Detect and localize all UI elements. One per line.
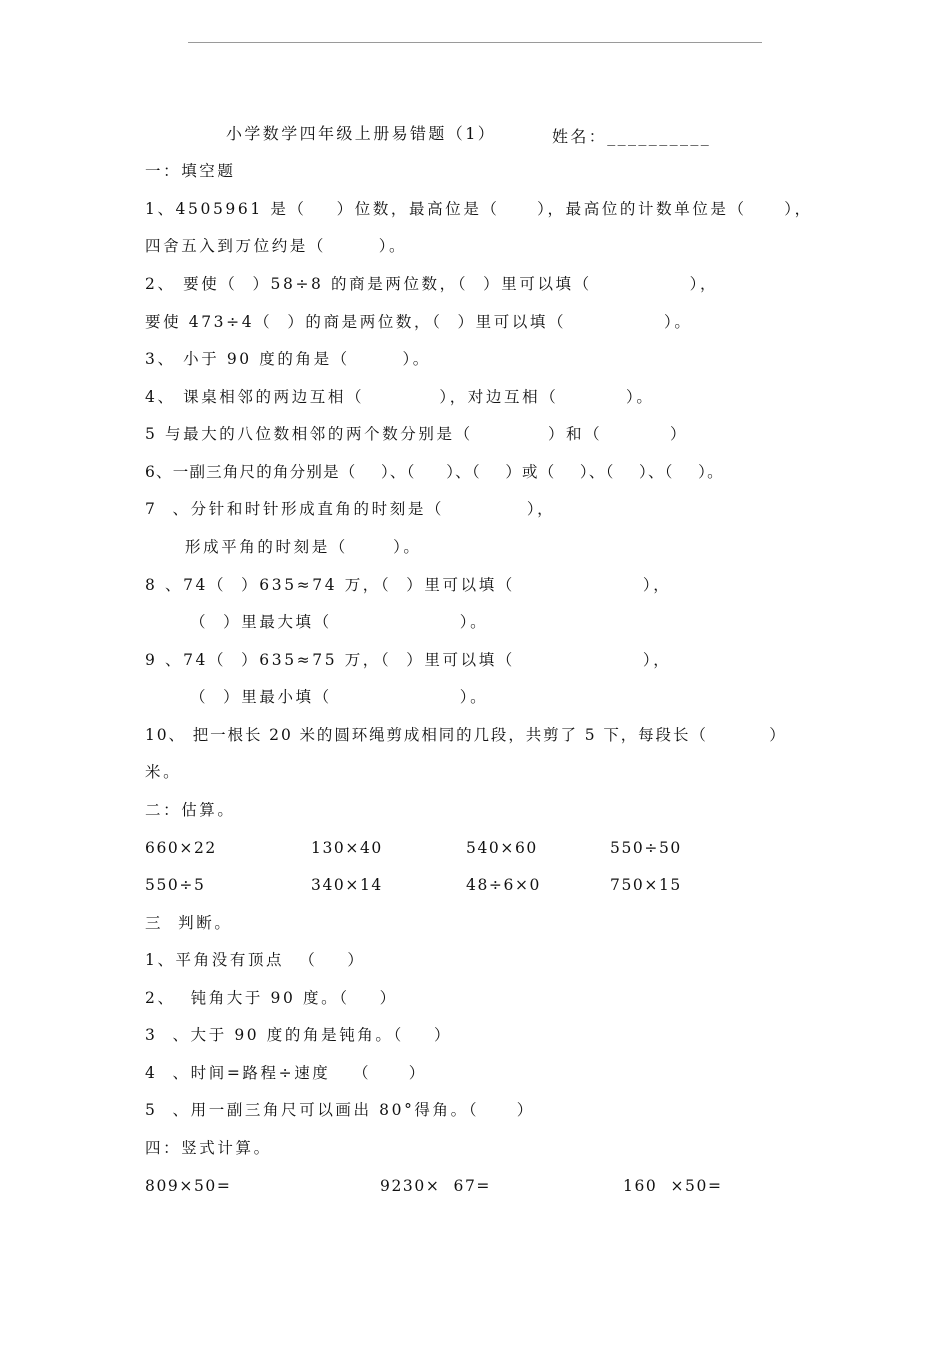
question-10-line-1: 10、 把一根长 20 米的圆环绳剪成相同的几段，共剪了 5 下，每段长（ ） bbox=[145, 726, 787, 744]
vertical-calc-item: 160 ×50= bbox=[623, 1177, 723, 1195]
judgment-1: 1、平角没有顶点 （ ） bbox=[145, 951, 366, 969]
question-3: 3、 小于 90 度的角是（ ）。 bbox=[145, 350, 431, 368]
question-8-line-2: （ ）里最大填（ ）。 bbox=[190, 613, 489, 631]
section-4-title: 四：竖式计算。 bbox=[145, 1139, 272, 1157]
name-field-label: 姓名：__________ bbox=[552, 127, 712, 146]
estimation-item: 660×22 bbox=[145, 839, 217, 857]
question-9-line-2: （ ）里最小填（ ）。 bbox=[190, 688, 489, 706]
estimation-item: 750×15 bbox=[610, 876, 682, 894]
question-1-line-1: 1、4505961 是（ ）位数，最高位是（ ），最高位的计数单位是（ ）， bbox=[145, 200, 813, 218]
question-5: 5 与最大的八位数相邻的两个数分别是（ ）和（ ） bbox=[145, 425, 689, 443]
estimation-item: 540×60 bbox=[466, 839, 538, 857]
estimation-item: 550÷5 bbox=[145, 876, 206, 894]
question-2-line-2: 要使 473÷4（ ）的商是两位数，（ ）里可以填（ ）。 bbox=[145, 313, 693, 331]
question-8-line-1: 8 、74（ ）635≈74 万，（ ）里可以填（ ）， bbox=[145, 576, 672, 594]
question-1-line-2: 四舍五入到万位约是（ ）。 bbox=[145, 237, 408, 255]
question-4: 4、 课桌相邻的两边互相（ ），对边互相（ ）。 bbox=[145, 388, 655, 406]
vertical-calc-item: 809×50= bbox=[145, 1177, 232, 1195]
judgment-5: 5 、用一副三角尺可以画出 80°得角。（ ） bbox=[145, 1101, 535, 1119]
vertical-calc-item: 9230× 67= bbox=[380, 1177, 491, 1195]
judgment-2: 2、 钝角大于 90 度。（ ） bbox=[145, 989, 398, 1007]
page-title: 小学数学四年级上册易错题（1） bbox=[226, 124, 497, 143]
question-10-line-2: 米。 bbox=[145, 763, 182, 781]
question-7-line-1: 7 、分针和时针形成直角的时刻是（ ）， bbox=[145, 500, 556, 518]
judgment-3: 3 、大于 90 度的角是钝角。（ ） bbox=[145, 1026, 453, 1044]
estimation-item: 340×14 bbox=[311, 876, 383, 894]
question-6: 6、一副三角尺的角分别是（ ）、（ ）、（ ）或（ ）、（ ）、（ ）。 bbox=[145, 463, 724, 481]
section-2-title: 二：估算。 bbox=[145, 801, 236, 819]
section-3-title: 三 判断。 bbox=[145, 914, 233, 932]
question-7-line-2: 形成平角的时刻是（ ）。 bbox=[185, 538, 422, 556]
header-rule bbox=[188, 42, 762, 43]
question-9-line-1: 9 、74（ ）635≈75 万，（ ）里可以填（ ）， bbox=[145, 651, 672, 669]
judgment-4: 4 、时间=路程÷速度 （ ） bbox=[145, 1064, 427, 1082]
question-2-line-1: 2、 要使（ ）58÷8 的商是两位数，（ ）里可以填（ ）， bbox=[145, 275, 719, 293]
estimation-item: 48÷6×0 bbox=[466, 876, 542, 894]
section-1-title: 一：填空题 bbox=[145, 162, 236, 180]
estimation-item: 130×40 bbox=[311, 839, 383, 857]
estimation-item: 550÷50 bbox=[610, 839, 682, 857]
